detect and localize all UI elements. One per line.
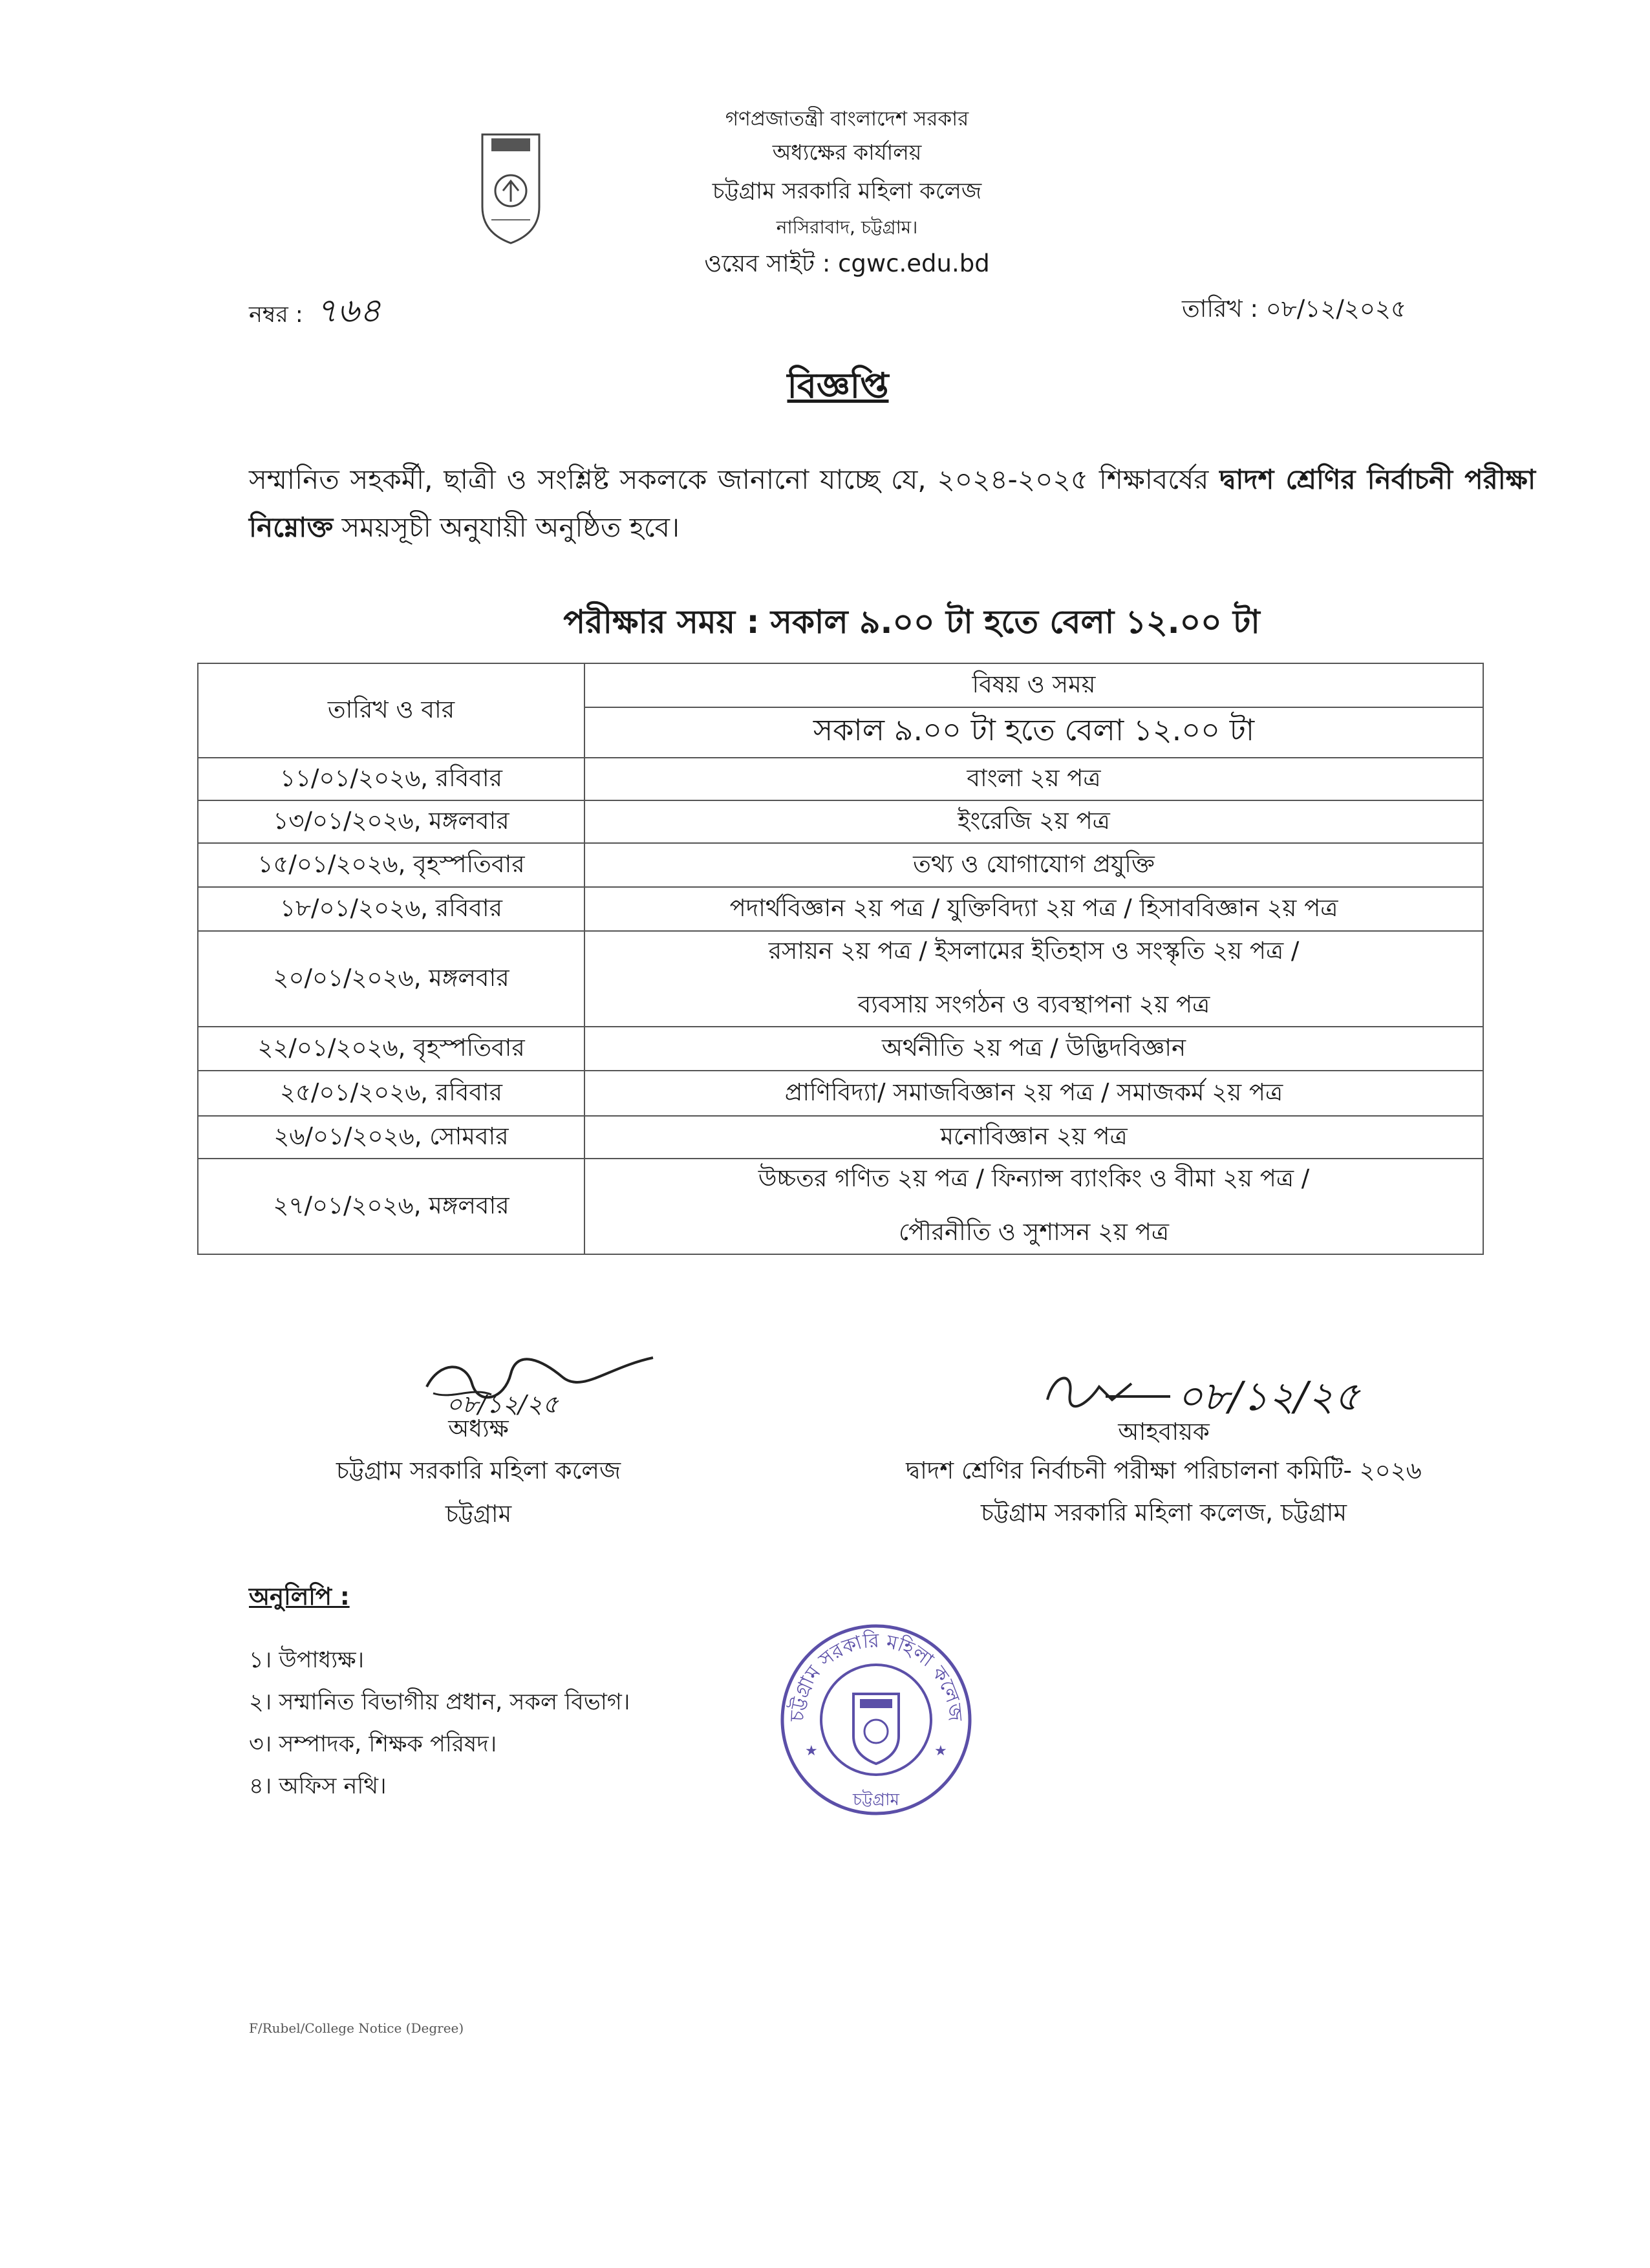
principal-handwritten-date: ০৮/১২/২৫ xyxy=(446,1390,559,1418)
table-header-date: তারিখ ও বার xyxy=(198,663,584,758)
svg-text:★: ★ xyxy=(934,1743,947,1759)
college-logo xyxy=(478,129,543,246)
list-item: ২। সম্মানিত বিভাগীয় প্রধান, সকল বিভাগ। xyxy=(249,1689,630,1715)
exam-schedule-table xyxy=(197,663,1484,1255)
principal-college: চট্টগ্রাম সরকারি মহিলা কলেজ xyxy=(336,1457,621,1484)
header-college: চট্টগ্রাম সরকারি মহিলা কলেজ xyxy=(712,178,982,204)
header-address: নাসিরাবাদ, চট্টগ্রাম। xyxy=(776,217,918,238)
table-header-time: সকাল ৯.০০ টা হতে বেলা ১২.০০ টা xyxy=(584,707,1483,758)
table-row: ২৭/০১/২০২৬, মঙ্গলবার উচ্চতর গণিত ২য় পত্র / ফিন্যান্স ব্যাংকিং ও বীমা ২য় পত্র / পৌরনীতি ও সুশাসন ২য় পত্র xyxy=(198,1159,1483,1254)
table-row: ১৫/০১/২০২৬, বৃহস্পতিবার তথ্য ও যোগাযোগ প্রযুক্তি xyxy=(198,843,1483,887)
list-item: ৩। সম্পাদক, শিক্ষক পরিষদ। xyxy=(249,1731,497,1757)
svg-text:★: ★ xyxy=(805,1743,818,1759)
footer-file-path: F/Rubel/College Notice (Degree) xyxy=(249,2020,464,2036)
reference-date: তারিখ : ০৮/১২/২০২৫ xyxy=(1182,295,1406,323)
table-row: ২৫/০১/২০২৬, রবিবার প্রাণিবিদ্যা/ সমাজবিজ্ঞান ২য় পত্র / সমাজকর্ম ২য় পত্র xyxy=(198,1071,1483,1116)
convener-title: আহবায়ক xyxy=(1118,1418,1210,1446)
college-seal-stamp xyxy=(779,1623,973,1817)
table-row: ২২/০১/২০২৬, বৃহস্পতিবার অর্থনীতি ২য় পত্র / উদ্ভিদবিজ্ঞান xyxy=(198,1027,1483,1071)
header-government: গণপ্রজাতন্ত্রী বাংলাদেশ সরকার xyxy=(725,107,969,131)
list-item: ৪। অফিস নথি। xyxy=(249,1773,387,1799)
reference-number: নম্বর : ৭৬৪ xyxy=(249,292,381,330)
header-website: ওয়েব সাইট : cgwc.edu.bd xyxy=(704,250,990,277)
convener-handwritten-date: ০৮/১২/২৫ xyxy=(1177,1373,1360,1420)
svg-text:চট্টগ্রাম সরকারি মহিলা কলেজ: চট্টগ্রাম সরকারি মহিলা কলেজ xyxy=(786,1629,967,1722)
notice-title: বিজ্ঞপ্তি xyxy=(787,365,889,406)
table-row: ১৮/০১/২০২৬, রবিবার পদার্থবিজ্ঞান ২য় পত্র / যুক্তিবিদ্যা ২য় পত্র / হিসাববিজ্ঞান ২য় পত্র xyxy=(198,887,1483,931)
table-row: ১৩/০১/২০২৬, মঙ্গলবার ইংরেজি ২য় পত্র xyxy=(198,800,1483,843)
convener-committee: দ্বাদশ শ্রেণির নির্বাচনী পরীক্ষা পরিচালনা কমিটি- ২০২৬ xyxy=(906,1457,1422,1484)
table-row: ২০/০১/২০২৬, মঙ্গলবার রসায়ন ২য় পত্র / ইসলামের ইতিহাস ও সংস্কৃতি ২য় পত্র / ব্যবসায় সংগঠন ও ব্যবস্থাপনা ২য় পত্র xyxy=(198,931,1483,1027)
notice-body: সম্মানিত সহকর্মী, ছাত্রী ও সংশ্লিষ্ট সকলকে জানানো যাচ্ছে যে, ২০২৪-২০২৫ শিক্ষাবর্ষের দ্বাদশ শ্রেণির নির্বাচনী পরীক্ষা নিম্নোক্ত সময়সূচী অনুযায়ী অনুষ্ঠিত হবে। xyxy=(249,464,1536,543)
copies-title: অনুলিপি : xyxy=(249,1583,350,1610)
table-row: ২৬/০১/২০২৬, সোমবার মনোবিজ্ঞান ২য় পত্র xyxy=(198,1116,1483,1159)
principal-city: চট্টগ্রাম xyxy=(445,1500,512,1528)
convener-signature xyxy=(1041,1361,1429,1419)
table-header-subject: বিষয় ও সময় xyxy=(584,663,1483,707)
header-office: অধ্যক্ষের কার্যালয় xyxy=(772,140,922,165)
handwritten-number: ৭৬৪ xyxy=(315,292,381,330)
principal-title: অধ্যক্ষ xyxy=(448,1415,509,1442)
exam-time-heading: পরীক্ষার সময় : সকাল ৯.০০ টা হতে বেলা ১২.০০ টা xyxy=(563,603,1260,641)
convener-college: চট্টগ্রাম সরকারি মহিলা কলেজ, চট্টগ্রাম xyxy=(980,1499,1347,1526)
svg-text:চট্টগ্রাম: চট্টগ্রাম xyxy=(853,1790,899,1810)
list-item: ১। উপাধ্যক্ষ। xyxy=(249,1647,365,1673)
table-row: ১১/০১/২০২৬, রবিবার বাংলা ২য় পত্র xyxy=(198,758,1483,800)
